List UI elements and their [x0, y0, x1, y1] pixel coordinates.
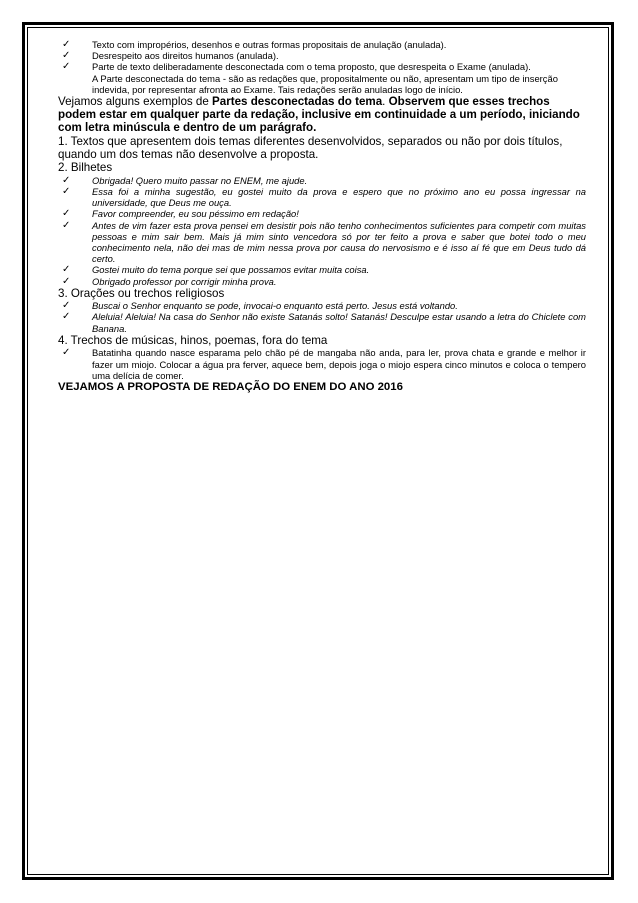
list-item: [58, 347, 586, 381]
list-item: [58, 311, 586, 333]
list-item-text: Obrigada! Quero muito passar no ENEM, me ajude.: [92, 174, 308, 186]
list-item-text: Buscai o Senhor enquanto se pode, invocai-o enquanto está perto. Jesus está voltando.: [92, 300, 458, 312]
document-body: [58, 39, 586, 394]
examples-intro-bold-2: Observem que esses trechos podem estar em qualquer parte da redação, inclusive em continuidade a um período, iniciando com letra minúscula e dentro de um parágrafo.: [58, 95, 580, 135]
section-4-title: 4. Trechos de músicas, hinos, poemas, fora do tema: [58, 333, 328, 347]
list-item: [58, 186, 586, 208]
list-item-text: Gostei muito do tema porque sei que possamos evitar muita coisa.: [92, 264, 370, 276]
checkmark-icon: ✓: [62, 264, 71, 276]
intro-checklist: [58, 39, 586, 95]
checkmark-icon: ✓: [62, 50, 71, 62]
list-item-text: Texto com impropérios, desenhos e outras formas propositais de anulação (anulada).: [92, 39, 447, 50]
examples-intro-bold-1: Partes desconectadas do tema: [212, 95, 383, 109]
section-3-title: 3. Orações ou trechos religiosos: [58, 286, 225, 300]
final-heading: VEJAMOS A PROPOSTA DE REDAÇÃO DO ENEM DO ANO 2016: [58, 380, 403, 393]
list-item-subtext: A Parte desconectada do tema - são as redações que, propositalmente ou não, apresentam um tipo de inserção indevida, por representar afronta ao Exame. Tais redações serão anuladas logo de início.: [92, 72, 558, 95]
examples-intro: [58, 95, 586, 135]
checkmark-icon: ✓: [62, 174, 71, 186]
list-item-text: Parte de texto deliberadamente desconectada com o tema proposto, que desrespeita o Exame (anulada).: [92, 61, 531, 73]
checkmark-icon: ✓: [62, 275, 71, 287]
list-item: [58, 220, 586, 265]
checkmark-icon: ✓: [62, 311, 71, 323]
list-item: [58, 61, 586, 95]
examples-intro-lead: Vejamos alguns exemplos de: [58, 95, 213, 109]
section-2-list: [58, 175, 586, 287]
list-item: [58, 208, 586, 219]
section-1-text: 1. Textos que apresentem dois temas diferentes desenvolvidos, separados ou não por dois títulos, quando um dos temas não desenvolve a proposta.: [58, 134, 563, 162]
checkmark-icon: ✓: [62, 186, 71, 198]
checkmark-icon: ✓: [62, 300, 71, 312]
list-item: [58, 39, 586, 50]
list-item: [58, 175, 586, 186]
checkmark-icon: ✓: [62, 347, 71, 359]
list-item: [58, 300, 586, 311]
list-item-text: Batatinha quando nasce esparama pelo chão pé de mangaba não anda, para ler, prova chata e grande e melhor ir fazer um miojo. Colocar a água pra ferver, aquece bem, depois joga o miojo espera cinco minutos e coloca o tempero uma delícia de comer.: [92, 347, 586, 381]
checkmark-icon: ✓: [62, 61, 71, 73]
checkmark-icon: ✓: [62, 208, 71, 220]
list-item-text: Obrigado professor por corrigir minha prova.: [92, 275, 277, 287]
list-item-text: Aleluia! Aleluia! Na casa do Senhor não existe Satanás solto! Satanás! Desculpe estar usando a letra do Chiclete com Banana.: [92, 311, 586, 334]
list-item-text: Favor compreender, eu sou péssimo em redação!: [92, 208, 299, 220]
list-item-text: Antes de vim fazer esta prova pensei em desistir pois não tenho conhecimentos suficientes para competir com muitas pessoas e mim sair bem. Mais já mim sinto vencedora só por ter feito a prova e saber que botei todo o meu conhecimento nela, não dei mas de mim nessa prova por causa do nervosismo e é isso aí fé que em Deus tudo dá certo.: [92, 219, 586, 265]
list-item-text: Essa foi a minha sugestão, eu gostei muito da prova e espero que no próximo ano eu possa ingressar na universidade, que Deus me ouça.: [92, 186, 586, 209]
examples-intro-mid: .: [382, 95, 389, 109]
checkmark-icon: ✓: [62, 39, 71, 50]
section-4-list: [58, 347, 586, 381]
section-2-title: 2. Bilhetes: [58, 161, 113, 175]
section-3-list: [58, 300, 586, 334]
list-item-text: Desrespeito aos direitos humanos (anulada).: [92, 50, 279, 62]
list-item: [58, 50, 586, 61]
list-item: [58, 276, 586, 287]
list-item: [58, 264, 586, 275]
checkmark-icon: ✓: [62, 219, 71, 231]
